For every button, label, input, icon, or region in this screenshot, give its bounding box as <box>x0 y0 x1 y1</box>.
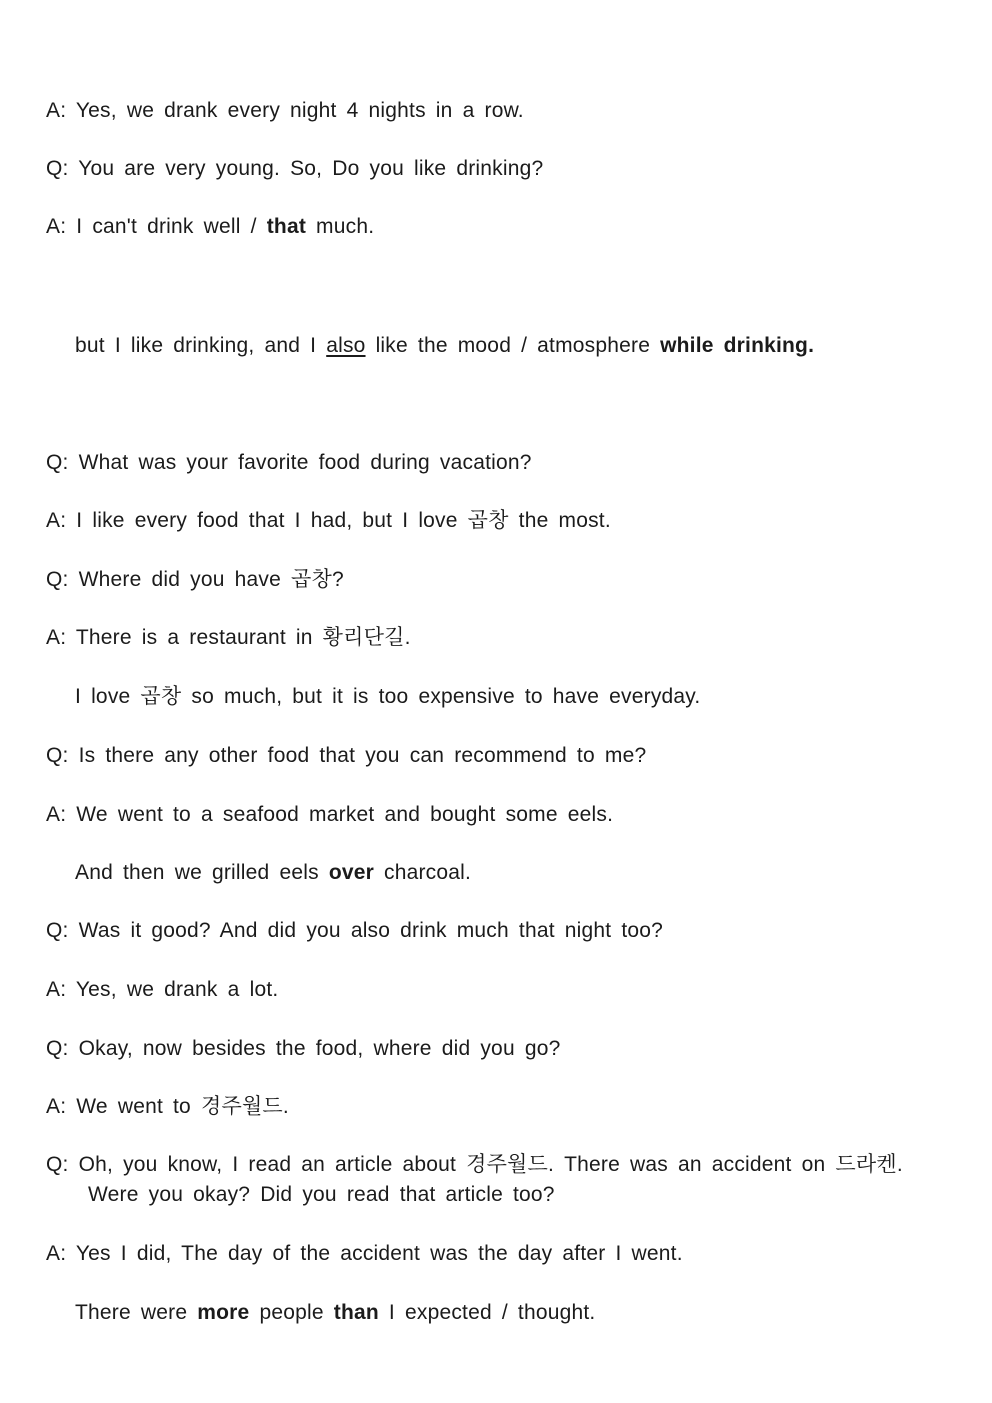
text-segment: A: Yes, we drank a lot. <box>46 978 279 1001</box>
text-segment: A: I can't drink well / <box>46 215 267 238</box>
dialogue-line-13 <box>46 918 663 944</box>
text-segment: I expected / thought. <box>378 1301 596 1324</box>
text-segment: There were <box>75 1301 198 1324</box>
text-segment: A: I like every food that I had, but I love 곱창 the most. <box>46 509 611 532</box>
dialogue-line-3 <box>46 214 374 240</box>
text-segment: A: Yes, we drank every night 4 nights in a row. <box>46 99 524 122</box>
text-segment: Q: Was it good? And did you also drink much that night too? <box>46 919 664 942</box>
text-segment: but I like drinking, and I <box>75 334 327 357</box>
text-segment: A: We went to 경주월드. <box>46 1095 289 1118</box>
dialogue-line-9 <box>75 684 700 710</box>
text-segment: over <box>328 861 374 884</box>
dialogue-line-12 <box>75 860 471 886</box>
text-segment: also <box>326 334 366 357</box>
dialogue-line-20 <box>75 1300 595 1326</box>
text-segment: A: There is a restaurant in 황리단길. <box>46 626 411 649</box>
text-segment: Q: Where did you have 곱창? <box>46 568 344 591</box>
dialogue-line-14 <box>46 977 278 1003</box>
text-segment: charcoal. <box>373 861 472 884</box>
text-segment: Q: What was your favorite food during vacation? <box>46 451 532 474</box>
text-segment: that <box>266 215 307 238</box>
dialogue-line-19 <box>46 1241 683 1267</box>
dialogue-line-5 <box>46 450 532 476</box>
text-segment: A: Yes I did, The day of the accident was the day after I went. <box>46 1242 683 1265</box>
text-segment: And then we grilled eels <box>75 861 329 884</box>
dialogue-line-8 <box>46 625 411 651</box>
text-segment: than <box>333 1301 379 1324</box>
dialogue-line-1 <box>46 98 524 124</box>
text-segment: Q: Oh, you know, I read an article about 경주월드. There was an accident on 드라켄. <box>46 1153 903 1176</box>
text-segment: people <box>249 1301 334 1324</box>
dialogue-line-10 <box>46 743 646 769</box>
text-segment: A: We went to a seafood market and bought some eels. <box>46 803 614 826</box>
text-segment: Q: Okay, now besides the food, where did you go? <box>46 1037 561 1060</box>
dialogue-line-7 <box>46 567 344 593</box>
dialogue-line-16 <box>46 1094 289 1120</box>
dialogue-line-2 <box>46 156 543 182</box>
text-segment: I love 곱창 so much, but it is too expensive to have everyday. <box>75 685 701 708</box>
dialogue-line-4 <box>75 333 814 359</box>
dialogue-line-15 <box>46 1036 561 1062</box>
text-segment: much. <box>306 215 375 238</box>
text-segment: Q: You are very young. So, Do you like drinking? <box>46 157 544 180</box>
text-segment: while drinking. <box>660 334 815 357</box>
dialogue-line-17 <box>46 1152 903 1178</box>
dialogue-line-11 <box>46 802 613 828</box>
text-segment: Q: Is there any other food that you can recommend to me? <box>46 744 647 767</box>
text-segment: like the mood / atmosphere <box>365 334 661 357</box>
text-segment: Were you okay? Did you read that article too? <box>88 1183 555 1206</box>
text-segment: more <box>197 1301 250 1324</box>
dialogue-line-18 <box>88 1182 555 1208</box>
dialogue-line-6 <box>46 508 611 534</box>
